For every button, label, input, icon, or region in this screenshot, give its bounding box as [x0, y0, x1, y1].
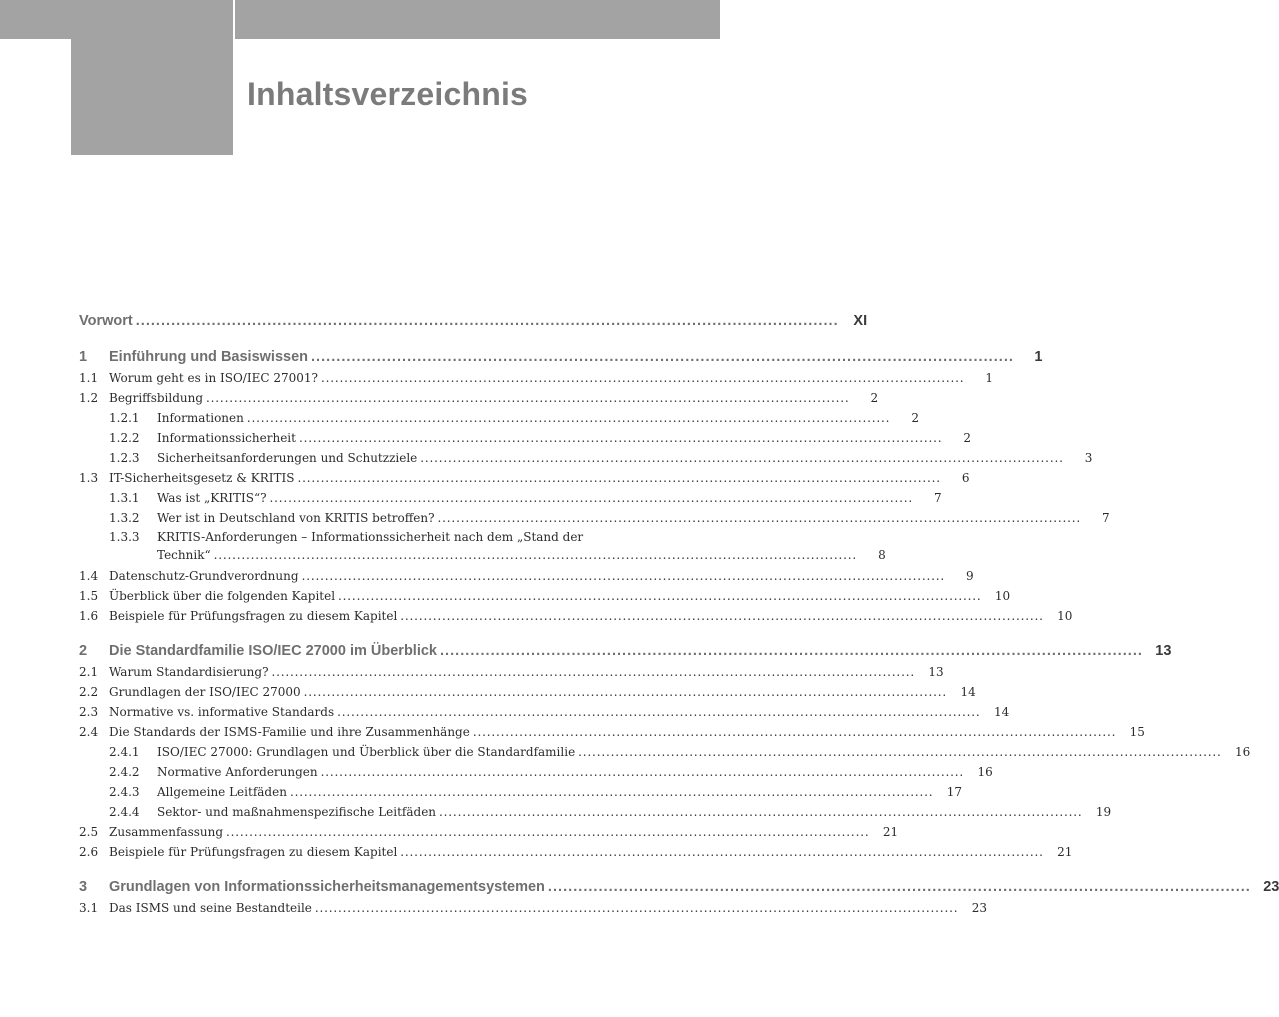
toc-chapter-1[interactable]	[79, 346, 1043, 368]
leader-dots	[438, 508, 1079, 528]
leader-dots	[206, 388, 847, 408]
toc-entry[interactable]	[79, 368, 994, 388]
toc-entry[interactable]	[79, 742, 1251, 762]
toc-entry[interactable]	[79, 488, 942, 508]
toc-entry-label: ISO/IEC 27000: Grundlagen und Überblick über die Standardfamilie	[157, 745, 576, 759]
leader-dots	[315, 898, 956, 918]
toc-entry-number: 1.4	[79, 569, 99, 583]
toc-entry[interactable]	[79, 762, 993, 782]
toc-entry[interactable]	[79, 566, 974, 586]
toc-entry-label: Überblick über die folgenden Kapitel	[109, 589, 336, 603]
toc-entry[interactable]	[79, 388, 879, 408]
toc-entry[interactable]	[79, 508, 1110, 528]
toc-entry-page: 13	[928, 665, 944, 679]
leader-dots	[247, 408, 888, 428]
toc-entry[interactable]	[79, 468, 970, 488]
toc-entry-number: 2.4.4	[109, 805, 140, 819]
toc-entry-number: 1.2.1	[109, 411, 140, 425]
toc-chapter-number: 3	[79, 879, 88, 895]
toc-entry-number: 2.4	[79, 725, 99, 739]
header-bar-left	[0, 0, 71, 39]
toc-entry-page: 19	[1095, 805, 1112, 819]
leader-dots	[400, 606, 1041, 626]
toc-entry-label: Zusammenfassung	[109, 825, 224, 839]
toc-chapter-label: Die Standardfamilie ISO/IEC 27000 im Überblick	[109, 643, 437, 659]
leader-dots	[337, 702, 978, 722]
toc-chapter-page: 1	[1034, 349, 1043, 365]
leader-dots	[338, 586, 979, 606]
toc-entry-label: Normative vs. informative Standards	[109, 705, 335, 719]
toc-entry[interactable]	[79, 682, 976, 702]
leader-dots	[311, 346, 1011, 368]
leader-dots	[439, 802, 1080, 822]
toc-entry-page: 6	[961, 471, 970, 485]
toc-chapter-number: 1	[79, 349, 88, 365]
toc-entry[interactable]	[79, 606, 1073, 626]
toc-entry-label: Beispiele für Prüfungsfragen zu diesem Kapitel	[109, 845, 398, 859]
toc-entry-label: Sektor- und maßnahmenspezifische Leitfäden	[157, 805, 437, 819]
leader-dots	[440, 640, 1140, 662]
toc-entry[interactable]	[79, 662, 944, 682]
leader-dots	[214, 546, 855, 564]
toc-entry-label: Allgemeine Leitfäden	[157, 785, 287, 799]
toc-entry-label: Begriffsbildung	[109, 391, 204, 405]
toc-entry[interactable]	[79, 408, 919, 428]
toc-entry[interactable]	[79, 586, 1011, 606]
leader-dots	[299, 428, 940, 448]
toc-entry-number: 1.1	[79, 371, 99, 385]
toc-entry-number: 2.4.3	[109, 785, 140, 799]
leader-dots	[290, 782, 931, 802]
toc-chapter-3[interactable]	[79, 876, 1279, 898]
toc-entry-page: 15	[1129, 725, 1145, 739]
toc-entry-continuation[interactable]	[79, 546, 886, 566]
toc-entry-number: 1.2.3	[109, 451, 140, 465]
toc-entry-number: 1.3.1	[109, 491, 140, 505]
toc-entry-page: 23	[971, 901, 988, 915]
toc-entry-label: Sicherheitsanforderungen und Schutzziele	[157, 451, 418, 465]
toc-entry-label: Worum geht es in ISO/IEC 27001?	[109, 371, 318, 385]
leader-dots	[136, 310, 836, 332]
toc-entry-label: Normative Anforderungen	[157, 765, 318, 779]
toc-entry-page: 2	[911, 411, 919, 425]
toc-chapter-page: 23	[1263, 879, 1279, 895]
toc-entry-label: Informationen	[157, 411, 244, 425]
leader-dots	[304, 682, 945, 702]
toc-entry-number: 1.2	[79, 391, 99, 405]
toc-entry-number: 3.1	[79, 901, 99, 915]
toc-entry-label: Vorwort	[79, 313, 133, 329]
leader-dots	[400, 842, 1041, 862]
toc-entry-vorwort[interactable]	[79, 310, 868, 332]
leader-dots	[270, 488, 911, 508]
toc-entry-label: Beispiele für Prüfungsfragen zu diesem Kapitel	[109, 609, 398, 623]
toc-entry-number: 2.2	[79, 685, 99, 699]
toc-entry[interactable]	[79, 702, 1010, 722]
toc-entry[interactable]	[79, 428, 972, 448]
toc-entry[interactable]	[79, 822, 899, 842]
toc-entry-label: Was ist „KRITIS“?	[157, 491, 267, 505]
toc-chapter-number: 2	[79, 643, 88, 659]
toc-entry[interactable]	[79, 722, 1145, 742]
toc-entry-label: Technik“	[157, 548, 211, 562]
toc-entry-page: 14	[960, 685, 976, 699]
leader-dots	[321, 762, 962, 782]
toc-entry-page: 10	[1057, 609, 1073, 623]
toc-entry-page: 21	[1057, 845, 1073, 859]
toc-entry-page: 7	[934, 491, 942, 505]
toc-entry-page: 3	[1084, 451, 1093, 465]
toc-entry-label: Warum Standardisierung?	[109, 665, 269, 679]
toc-entry-page: 1	[985, 371, 994, 385]
toc-entry-number: 1.3.3	[109, 530, 140, 544]
toc-entry-number: 2.3	[79, 705, 99, 719]
toc-entry-label: Die Standards der ISMS-Familie und ihre Zusammenhänge	[109, 725, 470, 739]
toc-entry-label: Wer ist in Deutschland von KRITIS betroffen?	[157, 511, 435, 525]
toc-entry[interactable]	[79, 802, 1112, 822]
toc-chapter-page: 13	[1155, 643, 1172, 659]
toc-entry-page: 9	[966, 569, 974, 583]
toc-entry-number: 2.4.2	[109, 765, 140, 779]
toc-entry-label: KRITIS-Anforderungen – Informationssicherheit nach dem „Stand der	[157, 530, 584, 544]
leader-dots	[473, 722, 1114, 742]
leader-dots	[578, 742, 1219, 762]
toc-chapter-label: Grundlagen von Informationssicherheitsmanagementsystemen	[109, 879, 545, 895]
toc-entry-page: XI	[853, 313, 868, 329]
toc-chapter-2[interactable]	[79, 640, 1172, 662]
toc-entry-number: 2.5	[79, 825, 99, 839]
toc-entry[interactable]	[79, 842, 1073, 862]
toc-entry-number: 2.4.1	[109, 745, 140, 759]
toc-entry-number: 1.3.2	[109, 511, 140, 525]
toc-entry-page: 16	[1235, 745, 1251, 759]
page-title: Inhaltsverzeichnis	[247, 76, 529, 112]
toc-chapter-label: Einführung und Basiswissen	[109, 349, 308, 365]
toc-entry-page: 14	[993, 705, 1010, 719]
toc-entry-number: 2.1	[79, 665, 99, 679]
toc-entry-number: 2.6	[79, 845, 99, 859]
leader-dots	[420, 448, 1061, 468]
toc-entry-page: 16	[977, 765, 993, 779]
toc-entry[interactable]	[79, 448, 1093, 468]
toc-entry-label: Grundlagen der ISO/IEC 27000	[109, 685, 301, 699]
toc-entry[interactable]	[79, 782, 963, 802]
toc-entry-page: 7	[1102, 511, 1110, 525]
toc-entry-page: 2	[870, 391, 879, 405]
toc-entry-label: Datenschutz-Grundverordnung	[109, 569, 299, 583]
leader-dots	[226, 822, 867, 842]
header-bar-right	[235, 0, 720, 39]
leader-dots	[548, 876, 1248, 898]
toc-entry-page: 17	[946, 785, 963, 799]
toc-entry-page: 8	[878, 548, 886, 562]
toc-entry-page: 10	[994, 589, 1011, 603]
toc-entry-label: IT-Sicherheitsgesetz & KRITIS	[109, 471, 295, 485]
toc-entry[interactable]	[79, 528, 611, 546]
toc-entry-number: 1.3	[79, 471, 99, 485]
toc-entry-number: 1.6	[79, 609, 99, 623]
toc-entry-number: 1.5	[79, 589, 99, 603]
leader-dots	[297, 468, 938, 488]
header-block	[71, 0, 233, 155]
table-of-contents	[79, 310, 1279, 918]
leader-dots	[302, 566, 943, 586]
leader-dots	[321, 368, 962, 388]
leader-dots	[272, 662, 913, 682]
toc-entry-page: 21	[882, 825, 899, 839]
toc-entry-label: Das ISMS und seine Bestandteile	[109, 901, 312, 915]
toc-entry-page: 2	[963, 431, 972, 445]
toc-entry-label: Informationssicherheit	[157, 431, 296, 445]
toc-entry[interactable]	[79, 898, 988, 918]
toc-entry-number: 1.2.2	[109, 431, 140, 445]
